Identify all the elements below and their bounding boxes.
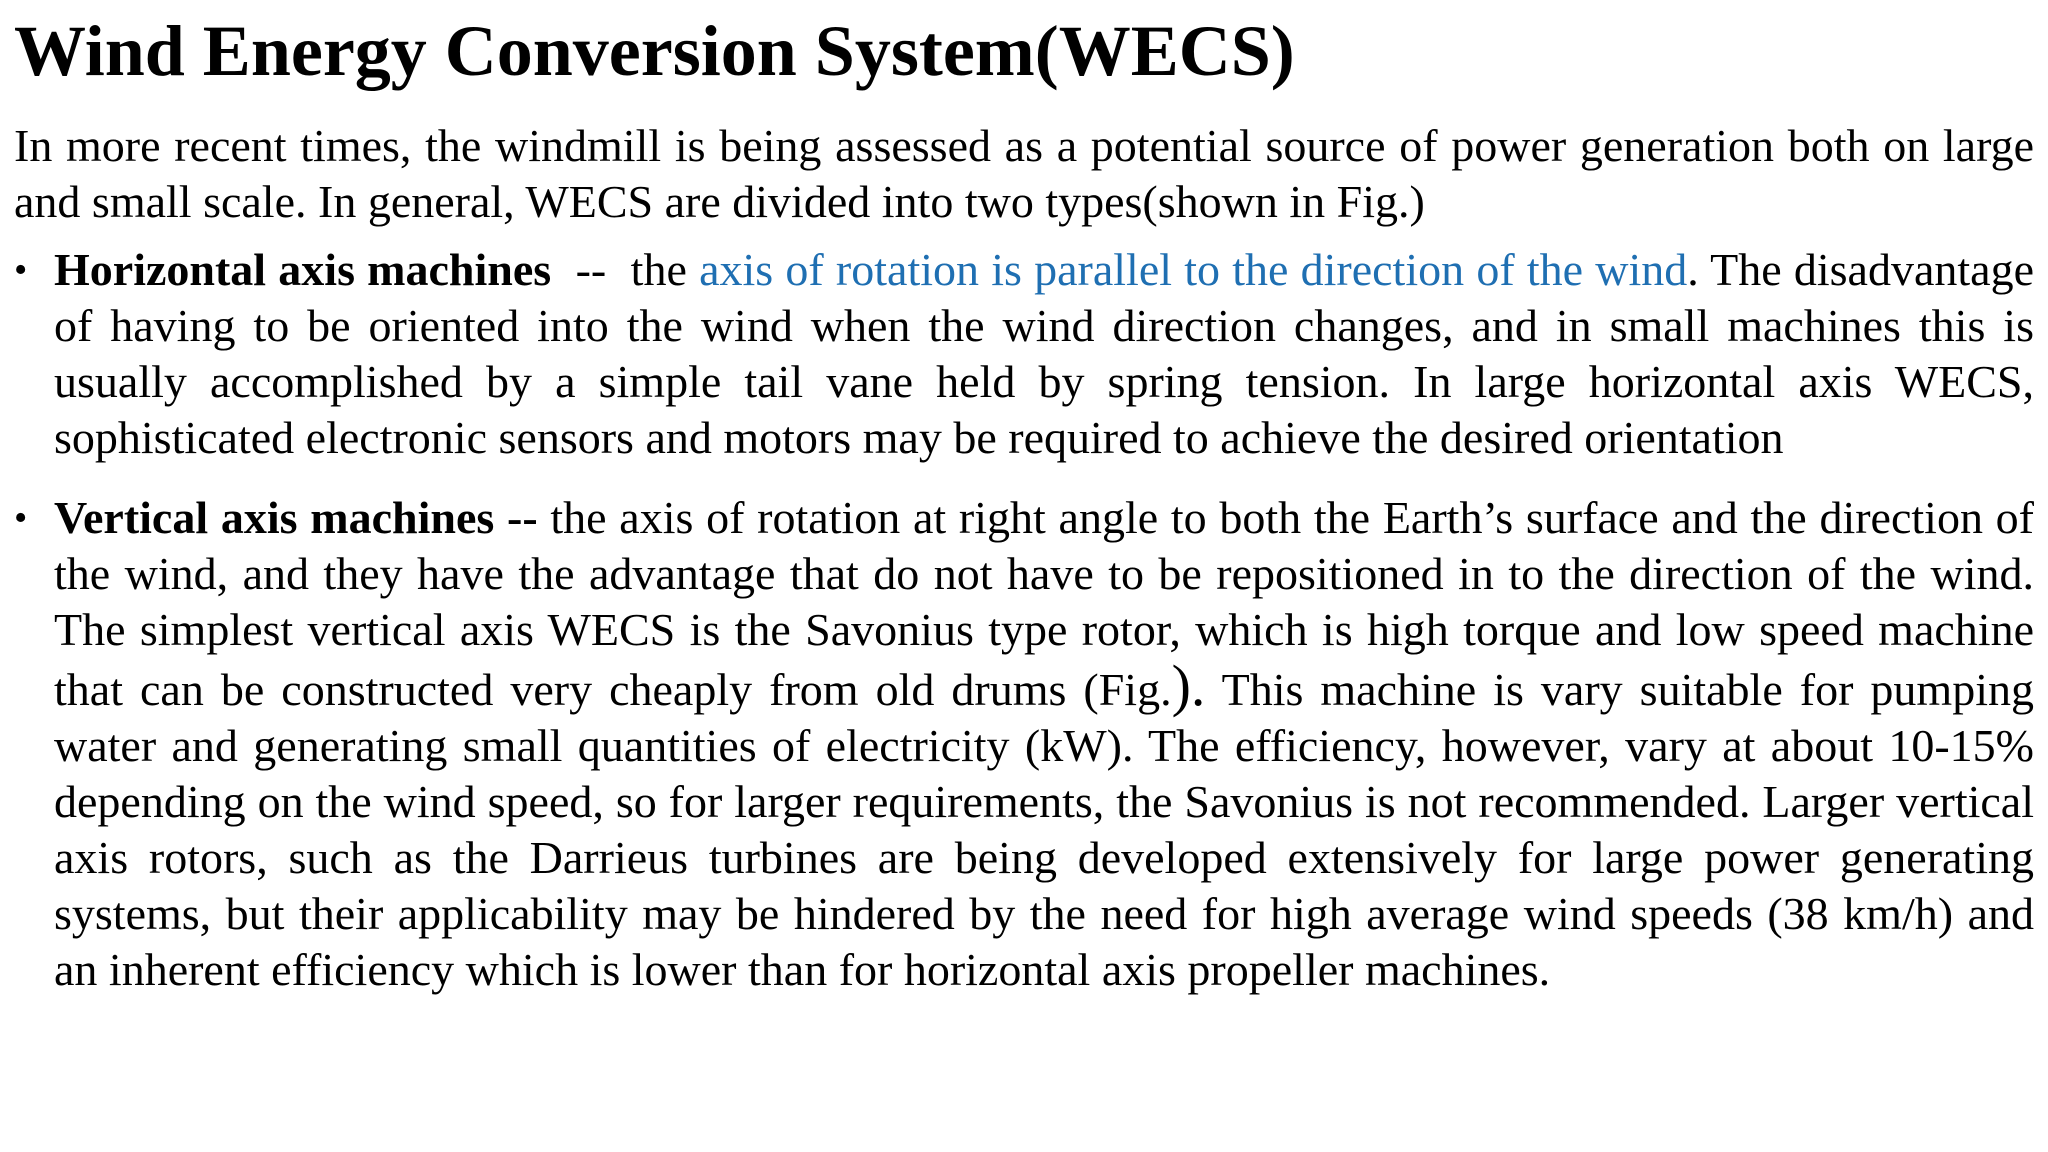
slide [14,0,2034,1152]
page-title: Wind Energy Conversion System(WECS) [14,11,1295,91]
highlight-text: axis of rotation is parallel to the direction of the wind [699,244,1688,295]
separator: -- [575,244,607,295]
bullet-list [14,242,2034,998]
intro-paragraph: In more recent times, the windmill is being assessed as a potential source of power generation both on large and small scale. In general, WECS are divided into two types(shown in Fig.) [14,120,2034,227]
figure-ref-close: ). [1171,653,1206,718]
bullet-icon: • [14,497,28,539]
bullet-horizontal-axis [14,242,2034,466]
term-horizontal-axis: Horizontal axis machines [54,244,552,295]
lead-text: the [630,244,687,295]
body-text-a: the axis of rotation at right angle to both the Earth’s surface and the direction of the wind, and they have the advantage that do not have to be repositioned in to the direction of the wind. The simplest vertical axis WECS is the Savonius type rotor, which is high torque and low speed machine that can be constructed very cheaply from old drums (Fig. [54,492,2034,715]
body-text: . The disadvantage of having to be oriented into the wind when the wind direction changes, and in small machines this is usually accomplished by a simple tail vane held by spring tension. In large horizontal axis WECS, sophisticated electronic sensors and motors may be required to achieve the desired orientation [54,244,2034,463]
body-text-b: This machine is vary suitable for pumping water and generating small quantities of electricity (kW). The efficiency, however, vary at about 10-15% depending on the wind speed, so for larger requirements, the Savonius is not recommended. Larger vertical axis rotors, such as the Darrieus turbines are being developed extensively for large power generating systems, but their applicability may be hindered by the need for high average wind speeds (38 km/h) and an inherent efficiency which is lower than for horizontal axis propeller machines. [54,664,2034,995]
bullet-icon: • [14,249,28,291]
bullet-vertical-axis [14,490,2034,998]
term-vertical-axis: Vertical axis machines -- [54,492,538,543]
